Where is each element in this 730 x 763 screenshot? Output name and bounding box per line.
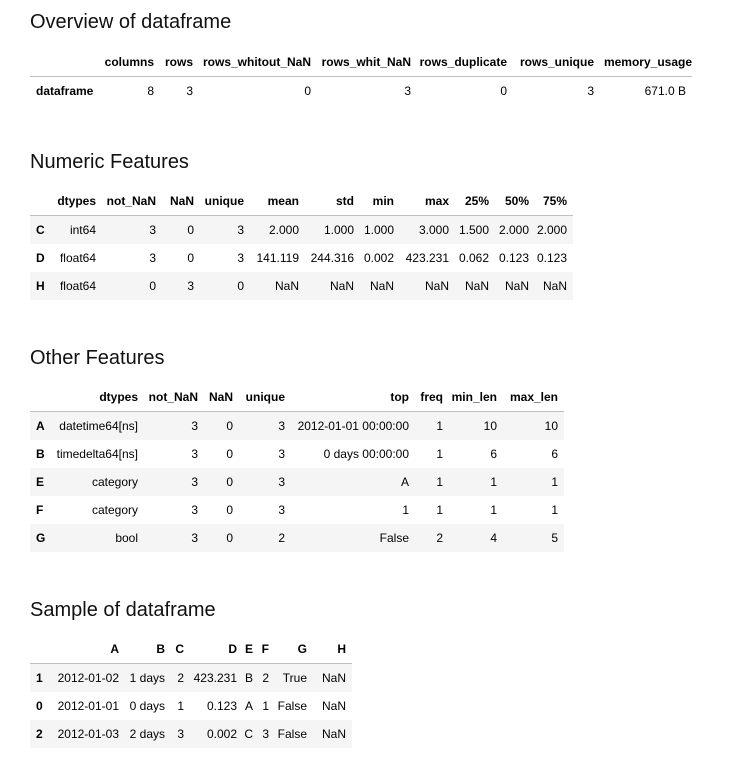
row-label: G [36, 531, 46, 545]
table-cell: float64 [59, 279, 96, 293]
header-cell: NaN [156, 187, 194, 216]
header-cell: unique [194, 187, 244, 216]
table-cell: 0.123 [206, 699, 237, 713]
table-cell: 1 [551, 503, 558, 517]
table-cell: 0 [187, 223, 194, 237]
header-cell: min_len [443, 383, 497, 412]
table-row [30, 244, 573, 272]
table-cell: category [91, 475, 138, 489]
table-cell: 6 [490, 447, 497, 461]
header-cell: unique [233, 383, 285, 412]
row-label: H [36, 279, 45, 293]
header-cell [30, 635, 52, 664]
table-row [30, 77, 692, 106]
table-cell: 10 [483, 419, 497, 433]
row-label: 0 [36, 699, 43, 713]
table-cell: 2 days [129, 727, 165, 741]
header-cell: std [299, 187, 354, 216]
table-row [30, 496, 564, 524]
row-label: E [36, 475, 45, 489]
header-cell: rows_unique [507, 48, 594, 77]
overview-header-row [30, 48, 692, 77]
header-cell [30, 48, 100, 77]
header-cell: G [269, 635, 307, 664]
table-cell: 1 [262, 699, 269, 713]
table-cell: bool [115, 531, 138, 545]
table-cell: 3 [237, 251, 244, 265]
table-cell: 1.000 [323, 223, 354, 237]
table-cell: 0 [226, 475, 233, 489]
row-label: C [36, 223, 45, 237]
table-cell: NaN [504, 279, 529, 293]
table-cell: 2 [278, 531, 285, 545]
row-label: B [36, 447, 45, 461]
table-cell: 671.0 B [644, 84, 686, 98]
table-cell: 2012-01-01 [57, 699, 119, 713]
row-label: F [36, 503, 44, 517]
table-cell: 0 [226, 447, 233, 461]
table-cell: 423.231 [405, 251, 449, 265]
table-row [30, 664, 352, 693]
table-cell: 0 [226, 503, 233, 517]
table-cell: 1 [490, 475, 497, 489]
table-cell: 3.000 [418, 223, 449, 237]
table-cell: 3 [278, 475, 285, 489]
table-cell: 2012-01-01 00:00:00 [297, 419, 409, 433]
overview-title: Overview of dataframe [30, 11, 232, 33]
header-cell: D [184, 635, 237, 664]
header-cell: memory_usage [594, 48, 692, 77]
table-cell: 3 [191, 503, 198, 517]
table-cell: False [379, 531, 409, 545]
table-cell: 4 [490, 531, 497, 545]
row-label: dataframe [36, 84, 94, 98]
table-cell: NaN [464, 279, 489, 293]
table-cell: 3 [186, 84, 193, 98]
table-cell: 3 [191, 447, 198, 461]
table-cell: 0 days 00:00:00 [323, 447, 409, 461]
table-cell: 3 [262, 727, 269, 741]
table-row [30, 720, 352, 748]
header-cell: E [237, 635, 253, 664]
other-section [30, 346, 558, 545]
row-label: A [36, 419, 45, 433]
header-cell: freq [409, 383, 443, 412]
table-cell: 1.500 [458, 223, 489, 237]
row-label: 1 [36, 671, 43, 685]
header-cell: 25% [449, 187, 489, 216]
table-row [30, 524, 564, 552]
header-cell: C [165, 635, 184, 664]
table-cell: 0.123 [498, 251, 529, 265]
overview-table [30, 48, 692, 105]
table-cell: 0.002 [363, 251, 394, 265]
table-cell: 3 [587, 84, 594, 98]
header-cell: H [307, 635, 352, 664]
table-cell: 2012-01-02 [57, 671, 119, 685]
table-cell: 2012-01-03 [57, 727, 119, 741]
table-cell: 3 [191, 475, 198, 489]
other-title: Other Features [30, 347, 165, 369]
header-cell: max_len [497, 383, 564, 412]
table-cell: NaN [274, 279, 299, 293]
table-row [30, 692, 352, 720]
table-cell: 1 [436, 475, 443, 489]
row-label: D [36, 251, 45, 265]
table-cell: datetime64[ns] [59, 419, 138, 433]
header-cell: rows_whit_NaN [311, 48, 411, 77]
table-cell: int64 [69, 223, 96, 237]
table-cell: 3 [177, 727, 184, 741]
sample-title: Sample of dataframe [30, 599, 216, 621]
table-cell: timedelta64[ns] [56, 447, 138, 461]
table-cell: False [277, 699, 307, 713]
table-row [30, 468, 564, 496]
table-cell: 2.000 [498, 223, 529, 237]
table-cell: 3 [237, 223, 244, 237]
table-cell: 3 [191, 419, 198, 433]
table-cell: 244.316 [310, 251, 354, 265]
table-cell: 423.231 [193, 671, 237, 685]
table-cell: 0.123 [536, 251, 567, 265]
table-cell: 3 [149, 223, 156, 237]
table-cell: A [400, 475, 409, 489]
table-cell: 1.000 [363, 223, 394, 237]
table-cell: 6 [551, 447, 558, 461]
numeric-header-row [30, 187, 573, 216]
table-cell: 2 [177, 671, 184, 685]
table-cell: A [244, 699, 253, 713]
row-label: 2 [36, 727, 43, 741]
header-cell: rows_duplicate [411, 48, 507, 77]
table-cell: 5 [551, 531, 558, 545]
table-cell: 0 [187, 251, 194, 265]
header-cell: NaN [198, 383, 233, 412]
numeric-section [30, 150, 567, 293]
table-cell: category [91, 503, 138, 517]
table-cell: 1 [177, 699, 184, 713]
table-cell: 1 [551, 475, 558, 489]
table-row [30, 216, 573, 245]
sample-section [30, 598, 346, 741]
table-row [30, 440, 564, 468]
table-cell: 1 [436, 503, 443, 517]
header-cell: mean [244, 187, 299, 216]
header-cell: A [52, 635, 119, 664]
sample-table [30, 635, 352, 748]
table-cell: 3 [149, 251, 156, 265]
table-cell: B [244, 671, 253, 685]
table-cell: 1 [490, 503, 497, 517]
table-cell: NaN [542, 279, 567, 293]
header-cell: top [285, 383, 409, 412]
table-cell: 0 [226, 419, 233, 433]
table-cell: NaN [369, 279, 394, 293]
header-cell: min [354, 187, 394, 216]
header-cell: dtypes [56, 187, 96, 216]
numeric-table [30, 187, 573, 300]
table-cell: NaN [329, 279, 354, 293]
table-cell: float64 [59, 251, 96, 265]
table-cell: 10 [544, 419, 558, 433]
table-cell: 0 [304, 84, 311, 98]
header-cell: not_NaN [96, 187, 156, 216]
table-cell: 1 [436, 419, 443, 433]
table-cell: NaN [321, 671, 346, 685]
table-cell: 2 [436, 531, 443, 545]
table-cell: False [277, 727, 307, 741]
table-cell: 2 [262, 671, 269, 685]
header-cell: columns [100, 48, 154, 77]
table-cell: 2.000 [268, 223, 299, 237]
table-cell: 0 days [129, 699, 165, 713]
table-cell: 0 [500, 84, 507, 98]
header-cell: not_NaN [138, 383, 198, 412]
table-cell: 0 [149, 279, 156, 293]
table-cell: 8 [147, 84, 154, 98]
header-cell: dtypes [52, 383, 138, 412]
table-cell: 3 [278, 503, 285, 517]
table-row [30, 412, 564, 441]
table-cell: 3 [187, 279, 194, 293]
header-cell [30, 187, 56, 216]
table-cell: 2.000 [536, 223, 567, 237]
sample-header-row [30, 635, 352, 664]
table-cell: 3 [191, 531, 198, 545]
table-cell: 3 [278, 447, 285, 461]
table-row [30, 272, 573, 300]
header-cell: max [394, 187, 449, 216]
overview-section [30, 10, 692, 98]
numeric-title: Numeric Features [30, 151, 189, 173]
header-cell: F [253, 635, 269, 664]
header-cell: 75% [529, 187, 573, 216]
table-cell: NaN [321, 727, 346, 741]
table-cell: 0 [237, 279, 244, 293]
header-cell [30, 383, 52, 412]
header-cell: B [119, 635, 165, 664]
table-cell: C [244, 727, 253, 741]
table-cell: 141.119 [256, 251, 299, 265]
table-cell: 0.062 [458, 251, 489, 265]
other-table [30, 383, 564, 552]
header-cell: 50% [489, 187, 529, 216]
header-cell: rows_whitout_NaN [193, 48, 311, 77]
other-header-row [30, 383, 564, 412]
table-cell: 0.002 [206, 727, 237, 741]
table-cell: 1 [402, 503, 409, 517]
table-cell: 0 [226, 531, 233, 545]
table-cell: NaN [424, 279, 449, 293]
table-cell: NaN [321, 699, 346, 713]
table-cell: 1 days [129, 671, 165, 685]
table-cell: 1 [436, 447, 443, 461]
table-cell: 3 [404, 84, 411, 98]
table-cell: True [282, 671, 307, 685]
header-cell: rows [154, 48, 193, 77]
table-cell: 3 [278, 419, 285, 433]
